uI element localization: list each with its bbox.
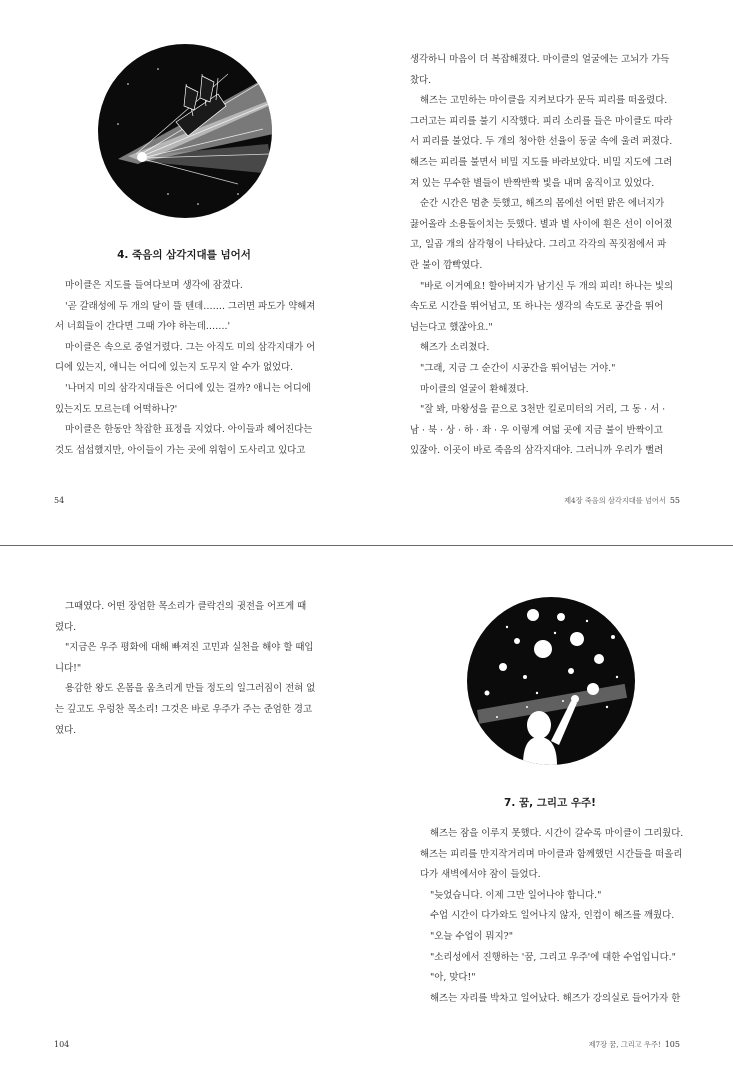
running-head-page-105 (540, 1040, 680, 1050)
text-line: 해즈는 피리를 만지작거리며 마이클과 함께했던 시간들을 떠올리 (420, 848, 683, 860)
body-text-page-104 (55, 597, 315, 741)
text-line: 있잖아. 이곳이 바로 죽음의 삼각지대야. 그러니까 우리가 뻘려 (410, 445, 664, 457)
text-line: "아, 맞다!" (430, 972, 476, 984)
text-line: 생각하니 마음이 더 복잡해졌다. 마이클의 얼굴에는 고뇌가 가득 (410, 54, 670, 65)
text-line: '곧 갈래성에 두 개의 달이 뜰 텐데……. 그러면 파도가 약해져 (65, 300, 316, 312)
text-line: 끓어올라 소용돌이치는 듯했다. 별과 별 사이에 흰은 선이 이어졌 (410, 218, 673, 230)
text-line: 그때였다. 어떤 장엄한 목소리가 클락건의 귓전을 어프게 때 (65, 601, 307, 612)
text-line: 용감한 왕도 온몸을 움츠리게 만들 정도의 일그러짐이 전혀 없 (65, 683, 316, 695)
text-line: 서 피리를 불었다. 두 개의 청아한 선율이 동굴 속에 울려 퍼졌다. (410, 136, 673, 148)
text-line: "소리성에서 진행하는 '꿈, 그리고 우주'에 대한 수업입니다." (430, 951, 676, 963)
text-line: 마이클의 얼굴이 환해졌다. (420, 383, 529, 395)
text-line: 는 깊고도 우렁찬 목소리! 그것은 바로 우주가 주는 준엄한 경고 (55, 703, 312, 715)
text-line: 디에 있는지, 애니는 어디에 있는지 도무지 알 수가 없었다. (55, 362, 294, 374)
text-line: "지금은 우주 평화에 대해 빠져진 고민과 실천을 해야 할 때입 (65, 642, 314, 654)
text-line: 남 · 북 · 상 · 하 · 좌 · 우 이렇게 여덟 곳에 지금 불이 반짝이고 (410, 424, 663, 436)
text-line: "잘 봐, 마왕성을 끝으로 3천만 킬로미터의 거리, 그 동 · 서 · (420, 404, 666, 416)
page-number: 104 (54, 1040, 70, 1049)
ship-comet-illustration (98, 44, 272, 218)
body-text-page-105 (420, 824, 683, 1009)
running-head-text: 제4장 죽음의 삼각지대를 넘어서 (564, 496, 666, 505)
text-line: 다가 새벽에서야 잠이 들었다. (420, 869, 541, 881)
text-line: 해즈는 피리를 불면서 비밀 지도를 바라보았다. 비밀 지도에 그려 (410, 156, 673, 168)
text-line: 찼다. (410, 74, 432, 86)
text-line: 수업 시간이 다가와도 일어나지 않자, 인컴이 해즈를 깨웠다. (430, 910, 675, 922)
spread-divider (0, 545, 733, 546)
text-line: 서 너희들이 간다면 그때 가야 하는데…….' (55, 321, 231, 333)
page-number: 54 (54, 496, 65, 505)
text-line: 란 불이 깜빡였다. (410, 259, 483, 271)
text-line: 마이클은 지도를 들여다보며 생각에 잠겼다. (65, 280, 243, 291)
running-head-text: 제7장 꿈, 그리고 우주! (588, 1040, 661, 1049)
text-line: 속도로 시간을 뛰어넘고, 또 하나는 생각의 속도로 공간을 뛰어 (410, 301, 664, 313)
text-line: 해즈는 고민하는 마이클을 지켜보다가 문득 피리를 떠올렸다. (420, 95, 668, 107)
text-line: 해즈는 잠을 이루지 못했다. 시간이 갈수록 마이클이 그리웠다. (430, 828, 684, 839)
text-line: 해즈는 자리를 박차고 일어났다. 해즈가 강의실로 들어가자 한 (430, 992, 681, 1004)
text-line: "늦었습니다. 이제 그만 일어나야 합니다." (430, 889, 602, 901)
page-number: 55 (669, 496, 680, 505)
text-line: "그래, 지금 그 순간이 시공간을 뛰어넘는 거야." (420, 362, 616, 374)
text-line: 니다!" (55, 662, 82, 674)
text-line: 순간 시간은 멈춘 듯했고, 해즈의 몸에선 어떤 맑은 에너지가 (420, 198, 665, 210)
chapter-heading: 7. 꿈, 그리고 우주! (504, 797, 596, 809)
text-line: 있는지도 모르는데 어떡하나?' (55, 403, 178, 415)
text-line: 마이클은 한동안 착잡한 표정을 지었다. 아이들과 헤어진다는 (65, 424, 313, 436)
text-line: '나머지 미의 삼각지대들은 어디에 있는 걸까? 애니는 어디에 (65, 382, 311, 394)
text-line: 해즈가 소리쳤다. (420, 342, 490, 354)
text-line: 였다. (55, 724, 77, 736)
text-line: "바로 이거예요! 할아버지가 남기신 두 개의 피리! 하나는 빛의 (420, 280, 674, 292)
chapter-heading: 4. 죽음의 삼각지대를 넘어서 (117, 249, 251, 261)
body-text-page-55 (410, 50, 673, 462)
page-number: 105 (664, 1040, 680, 1049)
text-line: 마이클은 속으로 중얼거렸다. 그는 아직도 미의 삼각지대가 어 (65, 341, 316, 353)
text-line: "오늘 수업이 뭐지?" (430, 930, 514, 942)
text-line: 그러고는 피리를 불기 시작했다. 피리 소리를 들은 마이클도 따라 (410, 115, 673, 127)
text-line: 고, 일곱 개의 삼각형이 나타났다. 그리고 각각의 꼭짓점에서 파 (410, 239, 667, 251)
text-line: 렸다. (55, 621, 77, 633)
child-reaching-stars-illustration (467, 597, 635, 765)
body-text-page-54 (55, 276, 315, 461)
running-head-page-55 (540, 496, 680, 506)
text-line: 넘는다고 했잖아요." (410, 321, 493, 333)
text-line: 져 있는 무수한 별들이 반짝반짝 빛을 내며 움직이고 있었다. (410, 177, 655, 189)
text-line: 것도 섭섭했지만, 아이들이 가는 곳에 위험이 도사리고 있다고 (55, 444, 306, 456)
